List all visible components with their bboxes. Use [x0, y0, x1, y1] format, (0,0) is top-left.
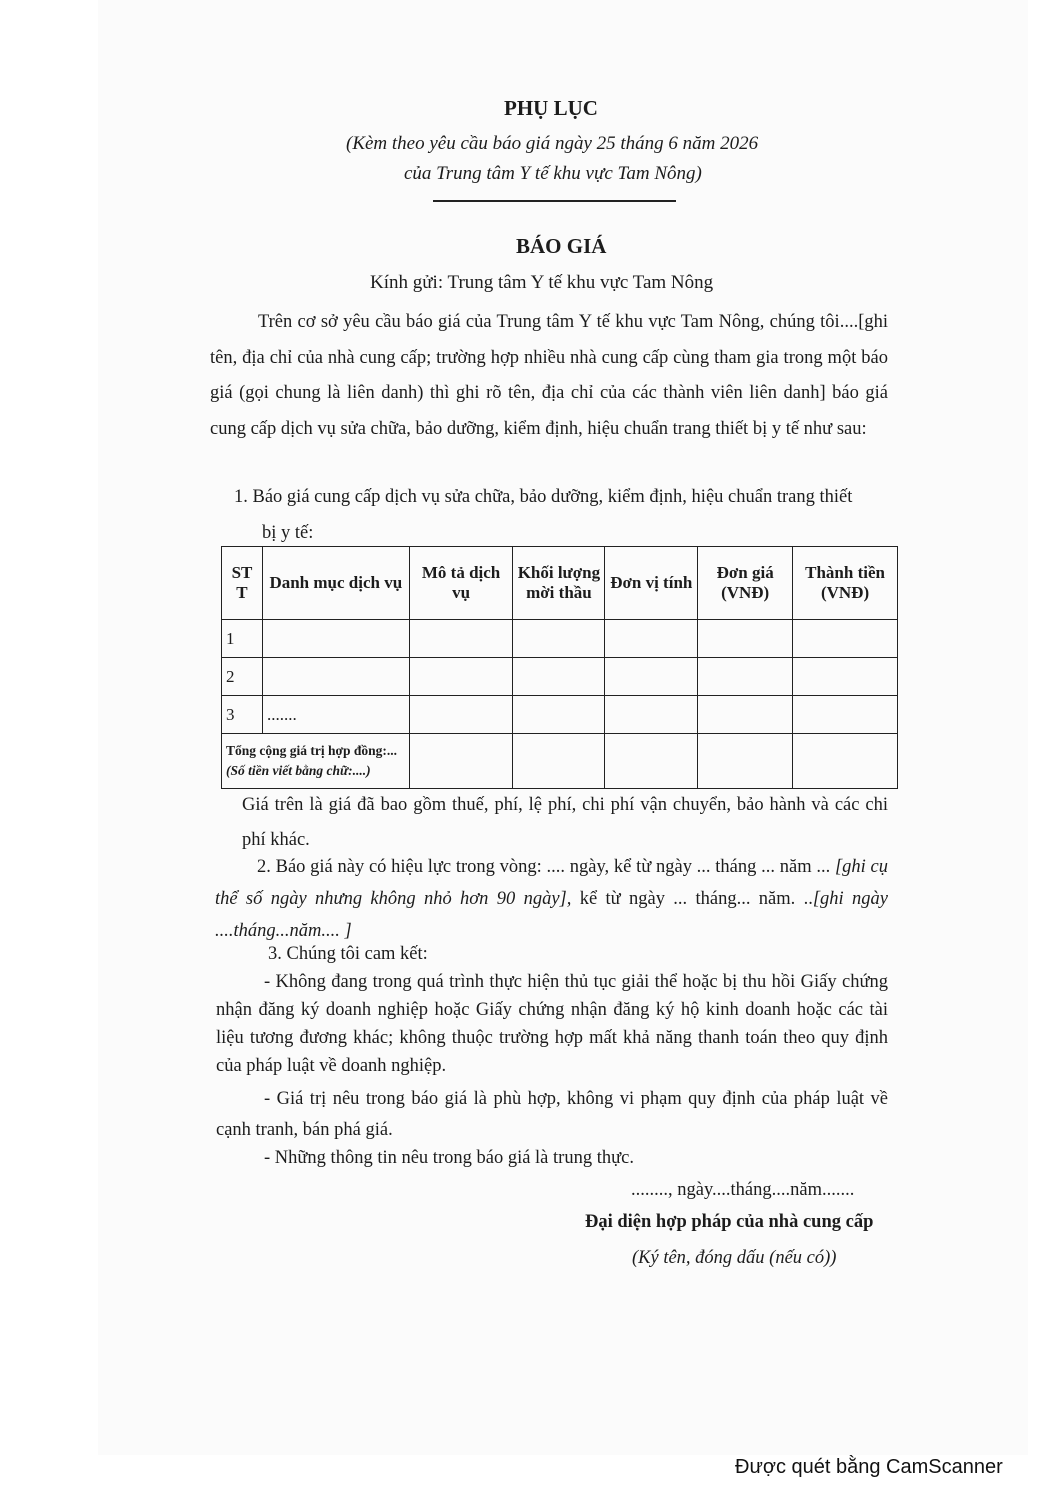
total-in-words: (Số tiền viết bằng chữ:....): [226, 763, 371, 778]
signer-note: (Ký tên, đóng dấu (nếu có)): [632, 1248, 837, 1268]
price-note: Giá trên là giá đã bao gồm thuế, phí, lệ phí, chi phí vận chuyển, bảo hành và các chi phí khác.: [242, 795, 888, 850]
item-1-line: 1. Báo giá cung cấp dịch vụ sửa chữa, bảo dưỡng, kiểm định, hiệu chuẩn trang thiết: [234, 487, 853, 507]
col-header-unit: Đơn vị tính: [605, 547, 698, 620]
validity-date-note: [ghi ngày ....tháng...năm.... ]: [215, 889, 888, 941]
row-stt: 2: [222, 658, 263, 696]
col-header-service: Danh mục dịch vụ: [262, 547, 409, 620]
col-header-stt: ST T: [222, 547, 263, 620]
commitment-title: 3. Chúng tôi cam kết:: [268, 944, 428, 964]
validity-text-2: kể từ ngày ... tháng... năm. ..: [571, 889, 813, 909]
commitment-2: - Giá trị nêu trong báo giá là phù hợp, không vi phạm quy định của pháp luật về cạnh tranh, bán phá giá.: [216, 1089, 888, 1140]
row-service: [262, 658, 409, 696]
validity-paragraph: [215, 851, 888, 947]
col-header-amount: Thành tiền (VNĐ): [793, 547, 898, 620]
appendix-subtitle-line2: của Trung tâm Y tế khu vực Tam Nông): [404, 163, 702, 184]
col-header-description: Mô tả dịch vụ: [409, 547, 513, 620]
item-1-line-cont: bị y tế:: [262, 523, 314, 543]
row-service: [262, 620, 409, 658]
table-header-row: [222, 547, 898, 620]
total-cell: [222, 734, 410, 789]
table-total-row: [222, 734, 898, 789]
date-line: ........, ngày....tháng....năm.......: [631, 1180, 855, 1200]
header-divider: [433, 200, 676, 202]
table-row: [222, 620, 898, 658]
document-title: BÁO GIÁ: [516, 234, 607, 258]
intro-paragraph: Trên cơ sở yêu cầu báo giá của Trung tâm Y tế khu vực Tam Nông, chúng tôi....[ghi tên, địa chỉ của nhà cung cấp; trường hợp nhiều nhà cung cấp cùng tham gia trong một báo giá (gọi chung là liên danh) thì ghi rõ tên, địa chỉ của các thành viên liên danh] báo giá cung cấp dịch vụ sửa chữa, bảo dưỡng, kiểm định, hiệu chuẩn trang thiết bị y tế như sau:: [210, 312, 888, 439]
commitment-3: - Những thông tin nêu trong báo giá là trung thực.: [264, 1148, 634, 1168]
addressee: Kính gửi: Trung tâm Y tế khu vực Tam Nông: [370, 272, 714, 293]
validity-note: [ghi cụ thể số ngày nhưng không nhỏ hơn 90 ngày],: [215, 857, 888, 909]
appendix-subtitle-line1: (Kèm theo yêu cầu báo giá ngày 25 tháng 6 năm 2026: [346, 133, 759, 154]
col-header-unit-price: Đơn giá (VNĐ): [698, 547, 793, 620]
signer-title: Đại diện hợp pháp của nhà cung cấp: [585, 1212, 874, 1232]
quote-table: [221, 546, 898, 789]
validity-text: 2. Báo giá này có hiệu lực trong vòng: .... ngày, kể từ ngày ... tháng ... năm ...: [257, 857, 835, 877]
row-service: .......: [262, 696, 409, 734]
col-header-quantity: Khối lượng mời thầu: [513, 547, 605, 620]
table-row: [222, 696, 898, 734]
row-stt: 1: [222, 620, 263, 658]
camscanner-watermark: Được quét bằng CamScanner: [735, 1456, 1003, 1478]
table-row: [222, 658, 898, 696]
commitment-1: - Không đang trong quá trình thực hiện thủ tục giải thể hoặc bị thu hồi Giấy chứng nhận đăng ký doanh nghiệp hoặc Giấy chứng nhận đăng ký hộ kinh doanh hoặc các tài liệu tương đương khác; không thuộc trường hợp mất khả năng thanh toán theo quy định của pháp luật về doanh nghiệp.: [216, 972, 888, 1076]
appendix-title: PHỤ LỤC: [504, 96, 598, 120]
row-stt: 3: [222, 696, 263, 734]
total-label: Tổng cộng giá trị hợp đồng:...: [226, 743, 398, 758]
